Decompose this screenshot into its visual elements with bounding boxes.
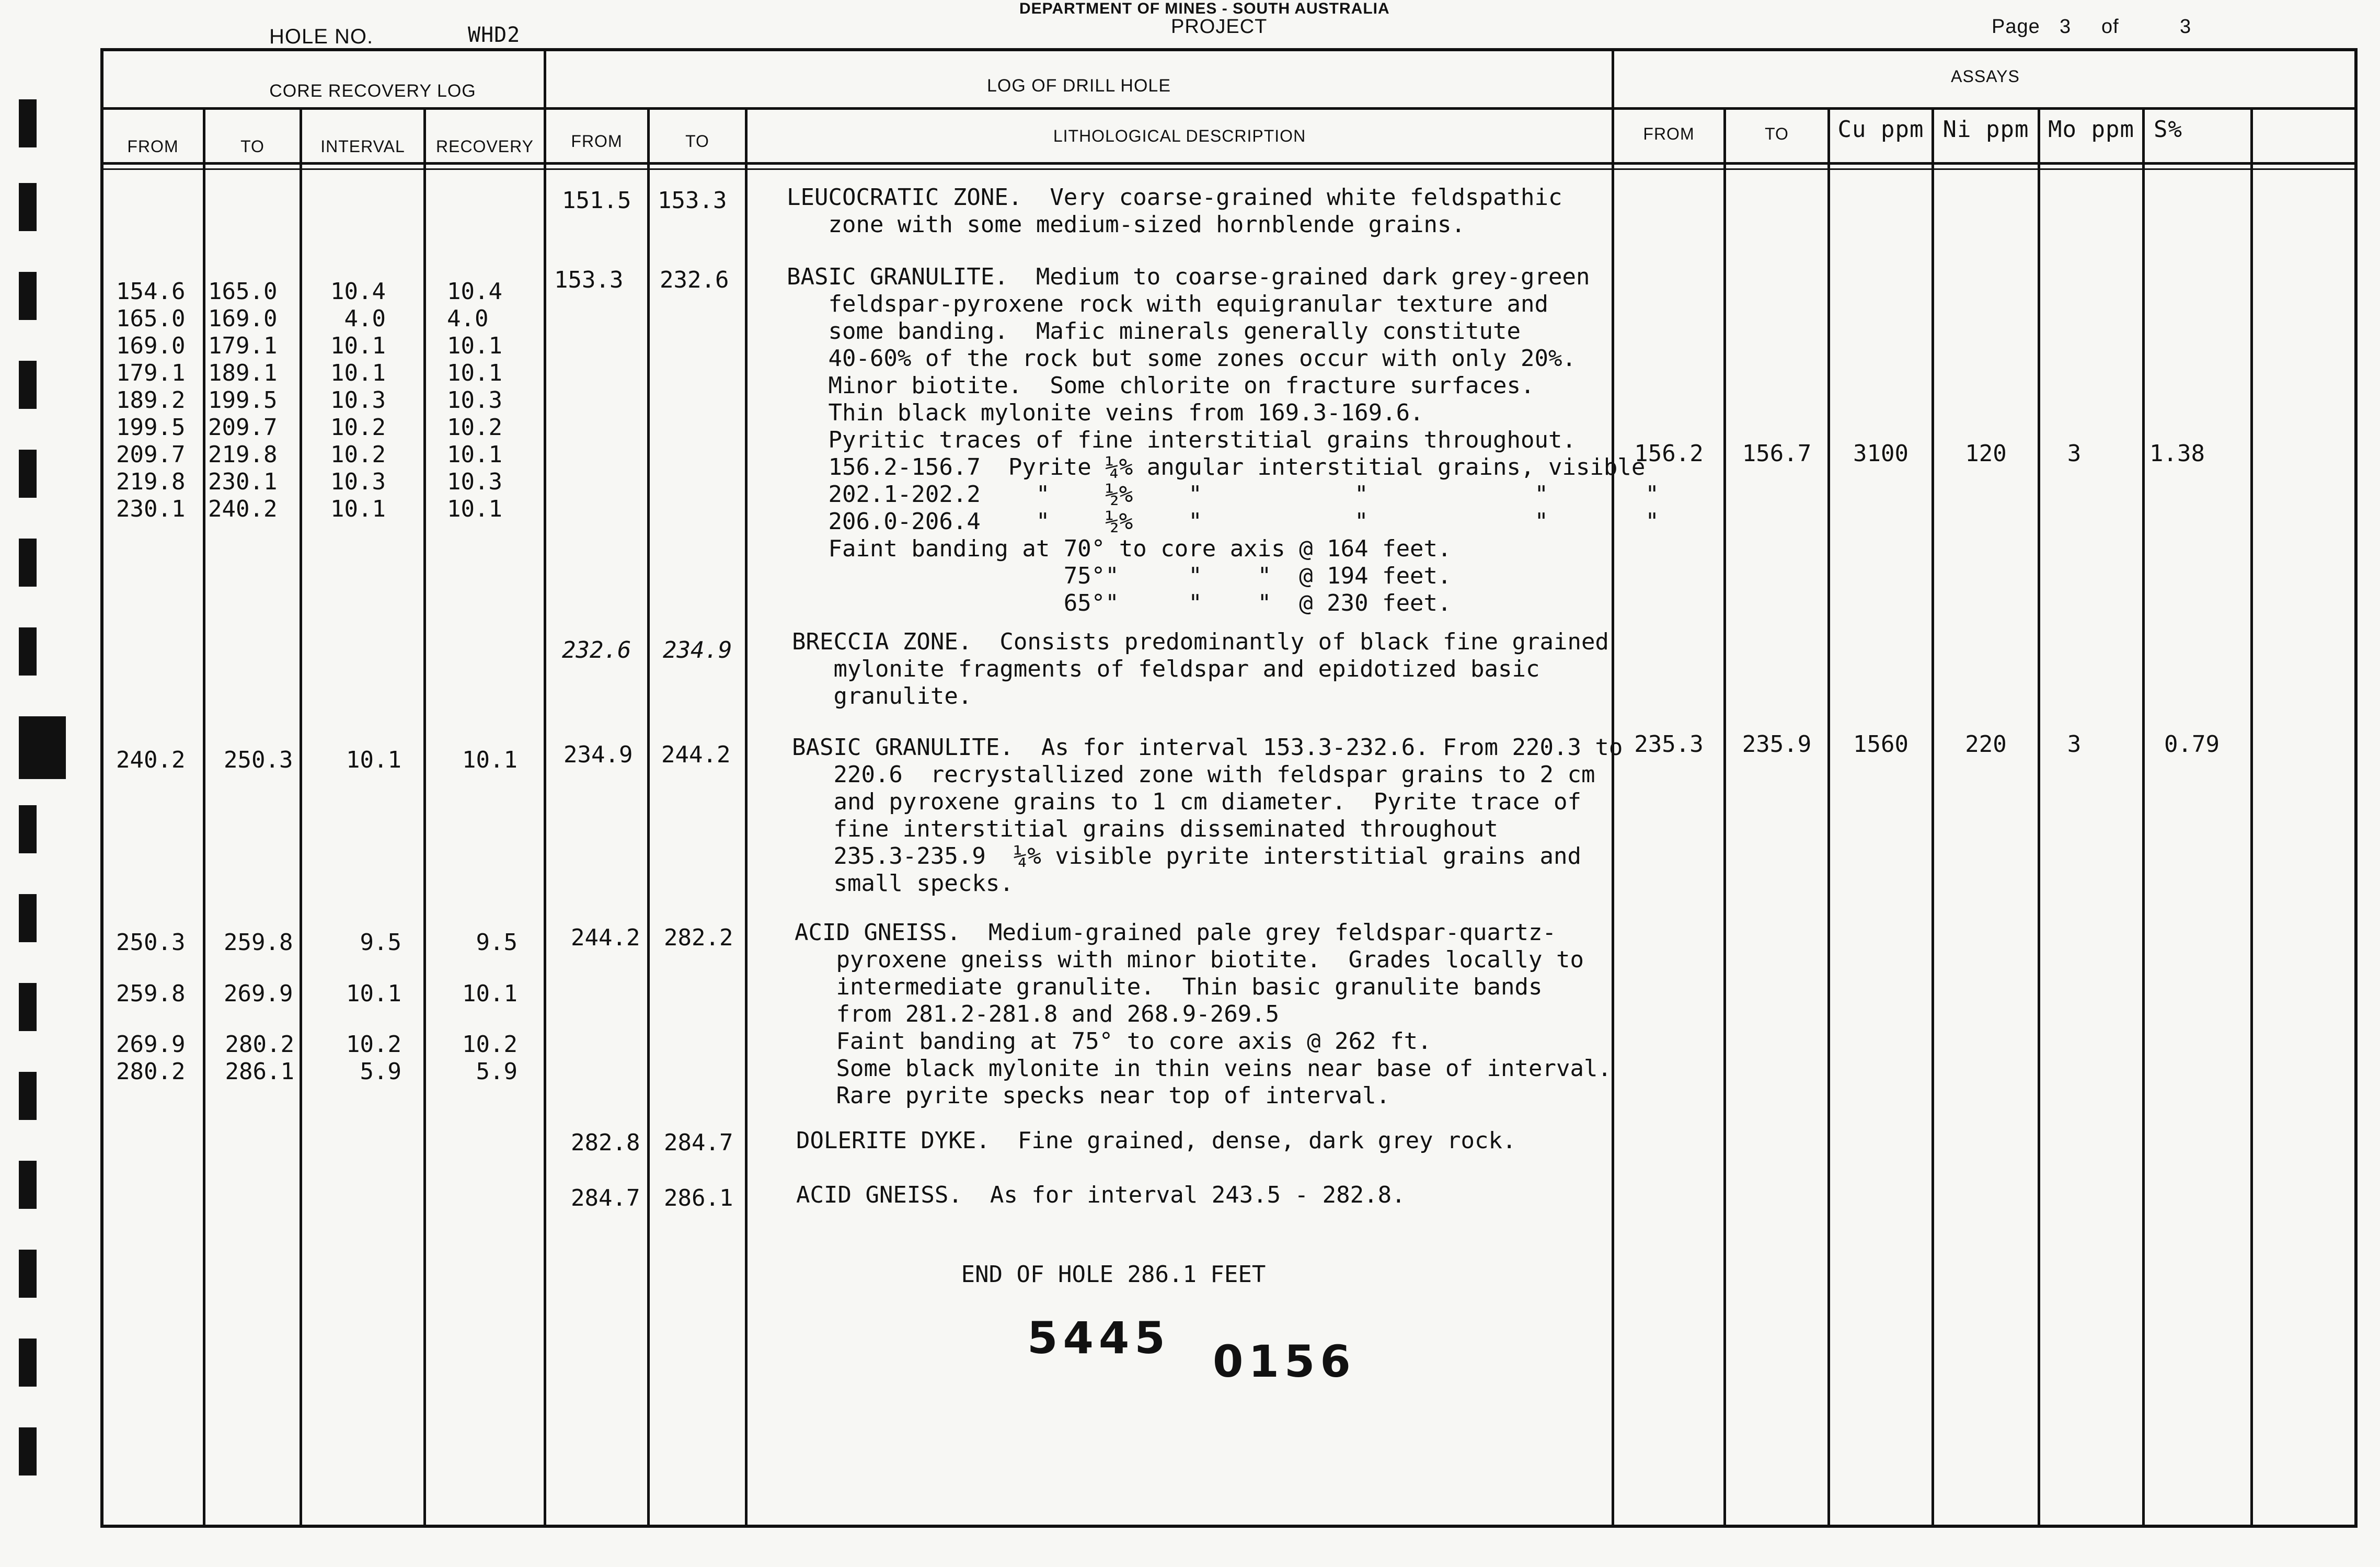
column-divider bbox=[2038, 107, 2040, 1528]
end-of-hole: END OF HOLE 286.1 FEET bbox=[961, 1261, 1266, 1288]
core-from: 250.3 bbox=[116, 929, 186, 956]
assay-to: 156.7 bbox=[1742, 440, 1812, 467]
stamp-number-left: 5445 bbox=[1027, 1312, 1170, 1364]
col-to: TO bbox=[240, 137, 265, 156]
binding-mark bbox=[19, 361, 37, 409]
hole-value: WHD2 bbox=[468, 23, 521, 47]
col-assay-from: FROM bbox=[1643, 124, 1695, 143]
log-to: 232.6 bbox=[660, 267, 729, 293]
log-of-drill-hole-title: LOG OF DRILL HOLE bbox=[986, 76, 1171, 96]
col-from: FROM bbox=[127, 137, 179, 156]
binding-mark bbox=[19, 716, 66, 779]
column-divider bbox=[2142, 107, 2145, 1528]
column-divider bbox=[647, 107, 650, 1528]
col-s-percent: S% bbox=[2154, 116, 2182, 143]
column-divider bbox=[1723, 107, 1726, 1528]
column-divider bbox=[423, 107, 426, 1528]
log-to: 244.2 bbox=[661, 741, 731, 768]
core-interval: 10.1 bbox=[346, 980, 401, 1007]
core-recovery: 9.5 bbox=[476, 929, 518, 956]
col-ni-ppm: Ni ppm bbox=[1942, 116, 2029, 143]
core-to: 280.2 286.1 bbox=[225, 1031, 294, 1085]
binding-mark bbox=[19, 627, 37, 676]
assay-ni: 120 bbox=[1965, 440, 2007, 467]
core-to: 165.0 169.0 179.1 189.1 199.5 209.7 219.8 230.1 240.2 bbox=[208, 278, 278, 522]
col-recovery: RECOVERY bbox=[435, 137, 534, 156]
binding-mark bbox=[19, 1161, 37, 1209]
assays-title: ASSAYS bbox=[1951, 67, 2020, 86]
log-description: ACID GNEISS. As for interval 243.5 - 282.8. bbox=[796, 1182, 1406, 1208]
assay-mo: 3 bbox=[2067, 440, 2082, 467]
stamp-number-right: 0156 bbox=[1213, 1336, 1356, 1387]
assay-cu: 3100 bbox=[1853, 440, 1908, 467]
log-to: 234.9 bbox=[663, 637, 732, 664]
column-divider bbox=[2250, 107, 2253, 1528]
log-description: ACID GNEISS. Medium-grained pale grey feldspar-quartz- pyroxene gneiss with minor biotite. Grades locally to intermediate granulite. Thin basic granulite bands from 281.2-281.8 and 268.9-269.5 Faint banding at 75° to core axis @ 262 ft. Some black mylonite in thin veins near base of interval. Rare pyrite specks near top of interval. bbox=[795, 919, 1612, 1109]
core-from: 240.2 bbox=[116, 747, 186, 773]
column-divider bbox=[745, 107, 748, 1528]
binding-mark bbox=[19, 1339, 37, 1387]
col-log-from: FROM bbox=[571, 132, 623, 151]
col-interval: INTERVAL bbox=[320, 137, 405, 156]
section-divider bbox=[544, 48, 546, 1528]
log-description: DOLERITE DYKE. Fine grained, dense, dark grey rock. bbox=[796, 1127, 1516, 1154]
core-recovery: 10.2 5.9 bbox=[462, 1031, 518, 1085]
core-interval: 10.4 4.0 10.1 10.1 10.3 10.2 10.2 10.3 10.1 bbox=[330, 278, 386, 522]
page-total: 3 bbox=[2180, 16, 2192, 38]
assay-mo: 3 bbox=[2067, 731, 2082, 758]
binding-mark bbox=[19, 539, 37, 587]
page-label: Page bbox=[1992, 16, 2040, 38]
core-from: 269.9 280.2 bbox=[116, 1031, 186, 1085]
binding-mark bbox=[19, 1250, 37, 1298]
core-recovery-log-title: CORE RECOVERY LOG bbox=[269, 81, 476, 101]
core-recovery: 10.4 4.0 10.1 10.1 10.3 10.2 10.1 10.3 10.1 bbox=[447, 278, 502, 522]
binding-mark bbox=[19, 183, 37, 231]
binding-mark bbox=[19, 450, 37, 498]
log-to: 282.2 bbox=[664, 924, 733, 951]
log-from: 284.7 bbox=[571, 1185, 640, 1211]
section-header-rule bbox=[100, 107, 2358, 110]
core-interval: 9.5 bbox=[360, 929, 401, 956]
log-from: 151.5 bbox=[562, 187, 631, 214]
column-divider bbox=[203, 107, 205, 1528]
col-log-to: TO bbox=[685, 132, 709, 151]
binding-mark bbox=[19, 805, 37, 853]
binding-mark bbox=[19, 1427, 37, 1476]
binding-mark bbox=[19, 99, 37, 147]
page-of: of bbox=[2101, 16, 2119, 38]
assay-s: 1.38 bbox=[2149, 440, 2205, 467]
core-from: 154.6 165.0 169.0 179.1 189.2 199.5 209.7 219.8 230.1 bbox=[116, 278, 186, 522]
binding-mark bbox=[19, 272, 37, 320]
core-recovery: 10.1 bbox=[462, 980, 518, 1007]
log-from: 244.2 bbox=[571, 924, 640, 951]
column-divider bbox=[1827, 107, 1830, 1528]
core-to: 259.8 bbox=[224, 929, 293, 956]
log-from: 153.3 bbox=[554, 267, 624, 293]
core-to: 269.9 bbox=[224, 980, 293, 1007]
assay-to: 235.9 bbox=[1742, 731, 1812, 758]
log-to: 284.7 bbox=[664, 1129, 733, 1156]
assay-cu: 1560 bbox=[1853, 731, 1908, 758]
log-description: BASIC GRANULITE. Medium to coarse-grained dark grey-green feldspar-pyroxene rock with equigranular texture and some banding. Mafic minerals generally constitute 40-60% of the rock but some zones occur with only 20%. Minor biotite. Some chlorite on fracture surfaces. Thin black mylonite veins from 169.3-169.6. Pyritic traces of fine interstitial grains throughout. 156.2-156.7 Pyrite ¼% angular interstitial grains, visible 202.1-202.2 " ½% " " " " 206.0-206.4 " ½% " " " " Faint banding at 70° to core axis @ 164 feet. 75°" " " @ 194 feet. 65°" " " @ 230 feet. bbox=[787, 264, 1659, 616]
col-assay-to: TO bbox=[1765, 124, 1789, 143]
col-cu-ppm: Cu ppm bbox=[1837, 116, 1924, 143]
column-header-rule-2 bbox=[100, 168, 2358, 170]
core-interval: 10.2 5.9 bbox=[346, 1031, 401, 1085]
core-from: 259.8 bbox=[116, 980, 186, 1007]
log-description: BASIC GRANULITE. As for interval 153.3-232.6. From 220.3 to 220.6 recrystallized zone with feldspar grains to 2 cm and pyroxene grains to 1 cm diameter. Pyrite trace of fine interstitial grains disseminated throughout 235.3-235.9 ¼% visible pyrite interstitial grains and small specks. bbox=[792, 734, 1623, 897]
core-to: 250.3 bbox=[224, 747, 293, 773]
core-recovery: 10.1 bbox=[462, 747, 518, 773]
log-description: LEUCOCRATIC ZONE. Very coarse-grained white feldspathic zone with some medium-sized hornblende grains. bbox=[787, 184, 1562, 238]
col-lithological-description: LITHOLOGICAL DESCRIPTION bbox=[1053, 127, 1306, 145]
binding-mark bbox=[19, 894, 37, 942]
log-from: 282.8 bbox=[571, 1129, 640, 1156]
log-to: 153.3 bbox=[658, 187, 727, 214]
log-to: 286.1 bbox=[664, 1185, 733, 1211]
binding-mark bbox=[19, 983, 37, 1031]
log-description: BRECCIA ZONE. Consists predominantly of black fine grained mylonite fragments of feldspar and epidotized basic granulite. bbox=[792, 628, 1609, 710]
hole-label: HOLE NO. bbox=[269, 25, 374, 48]
log-from: 234.9 bbox=[564, 741, 633, 768]
column-divider bbox=[1931, 107, 1934, 1528]
log-from: 232.6 bbox=[562, 637, 631, 664]
assay-from: 156.2 bbox=[1634, 440, 1704, 467]
column-header-rule bbox=[100, 162, 2358, 165]
page-number: 3 bbox=[2060, 16, 2072, 38]
assay-ni: 220 bbox=[1965, 731, 2007, 758]
assay-s: 0.79 bbox=[2164, 731, 2220, 758]
department-title: DEPARTMENT OF MINES - SOUTH AUSTRALIA bbox=[1019, 0, 1390, 17]
project-label: PROJECT bbox=[1171, 16, 1268, 38]
binding-mark bbox=[19, 1072, 37, 1120]
col-mo-ppm: Mo ppm bbox=[2048, 116, 2134, 143]
assay-from: 235.3 bbox=[1634, 731, 1704, 758]
core-interval: 10.1 bbox=[346, 747, 401, 773]
